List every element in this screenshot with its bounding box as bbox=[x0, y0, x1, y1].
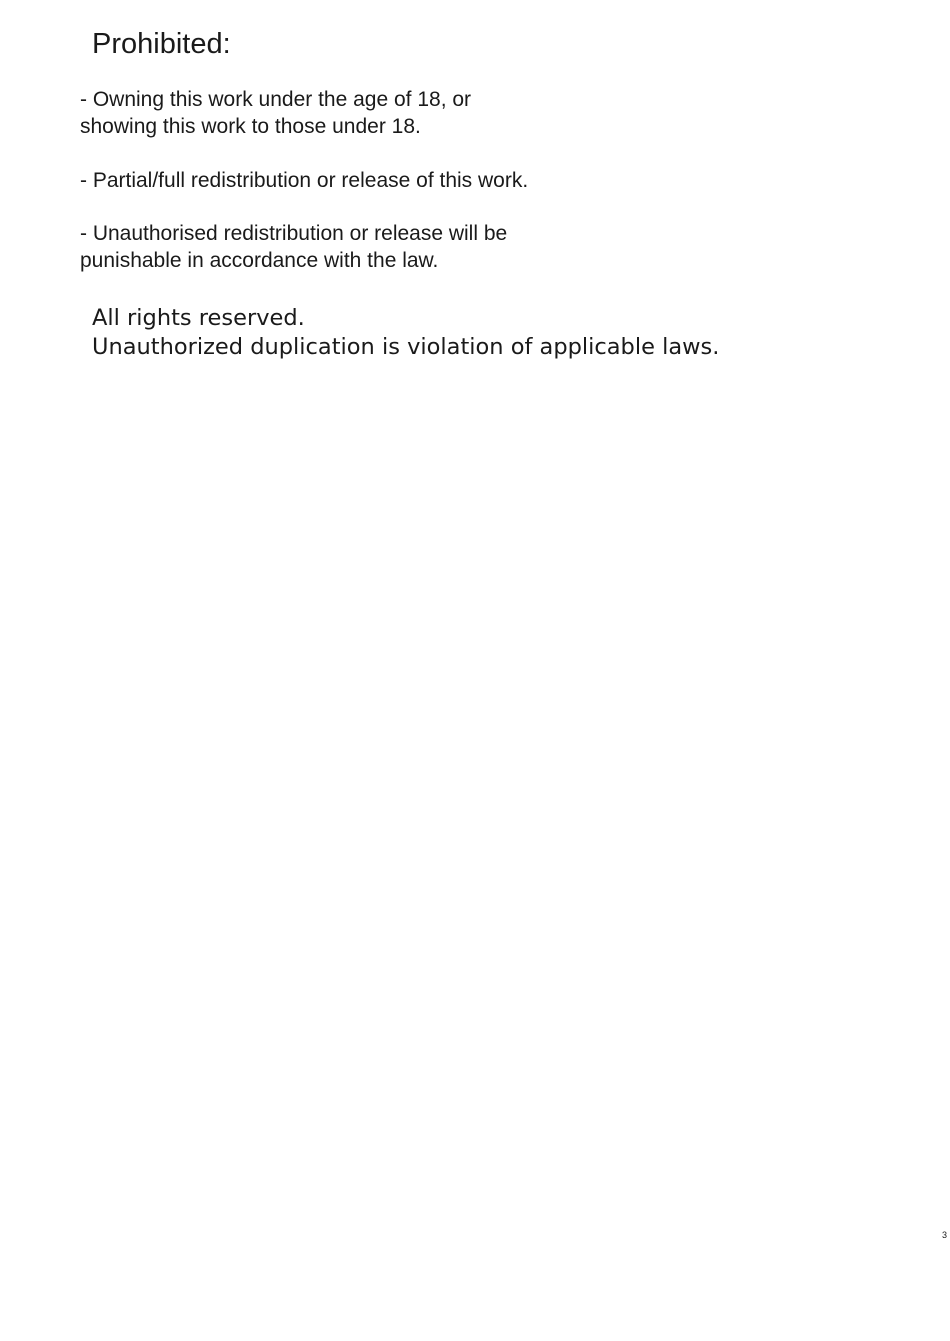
duplication-warning-text: Unauthorized duplication is violation of applicable laws. bbox=[92, 334, 720, 360]
rule-3-line-1: - Unauthorised redistribution or release will be bbox=[80, 222, 508, 245]
rule-1-line-1: - Owning this work under the age of 18, or bbox=[80, 88, 472, 111]
page-number: 3 bbox=[942, 1230, 948, 1240]
rule-2-line-1: - Partial/full redistribution or release of this work. bbox=[80, 169, 529, 192]
rule-1-line-2: showing this work to those under 18. bbox=[80, 115, 421, 138]
rights-reserved-text: All rights reserved. bbox=[92, 305, 305, 331]
rule-3-line-2: punishable in accordance with the law. bbox=[80, 249, 439, 272]
page-heading: Prohibited: bbox=[92, 28, 231, 60]
